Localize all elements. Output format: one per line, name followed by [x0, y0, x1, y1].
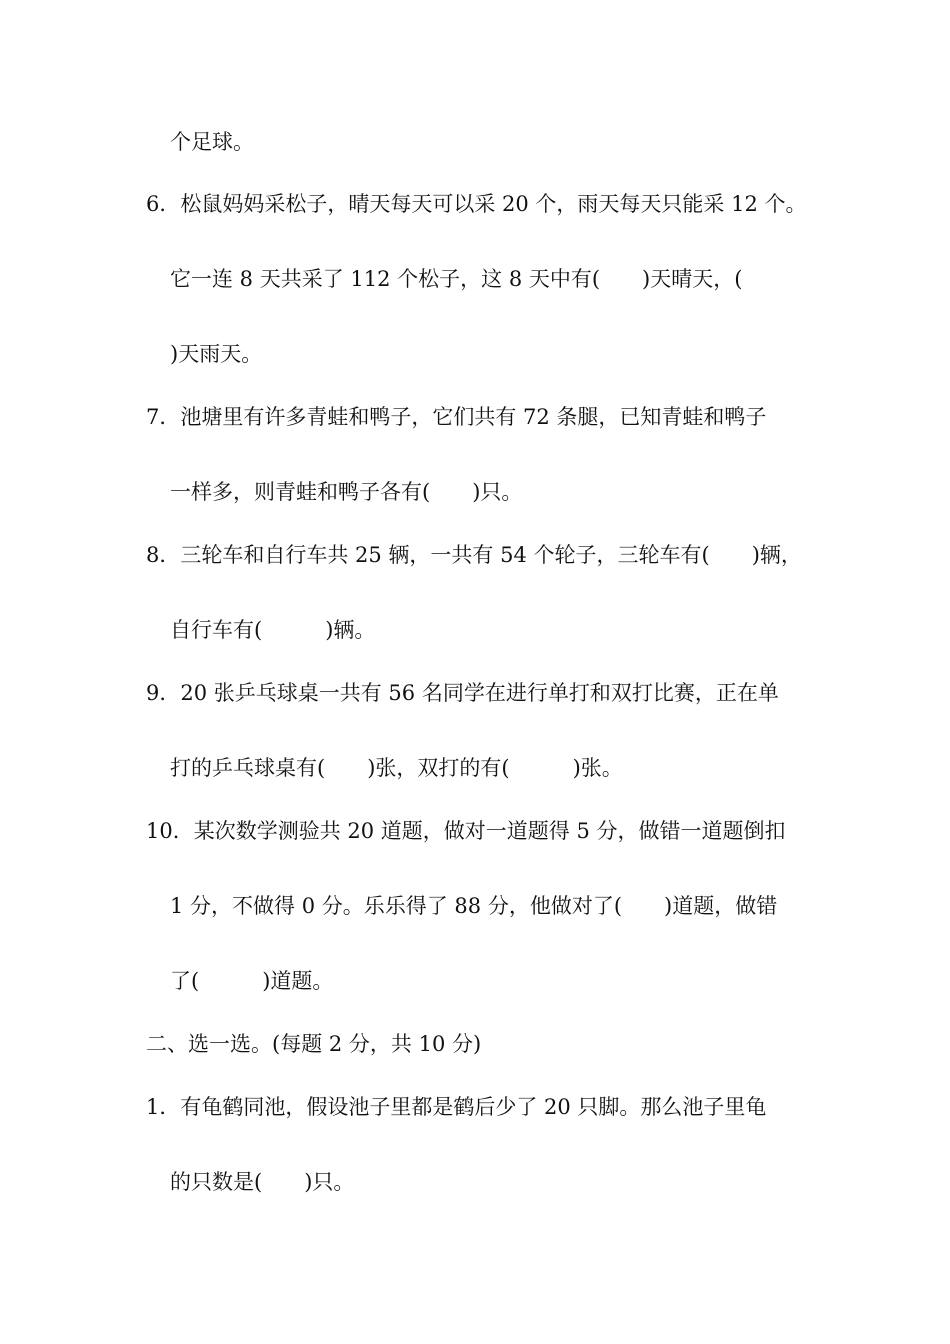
q7-line-1: 7．池塘里有许多青蛙和鸭子，它们共有 72 条腿，已知青蛙和鸭子 — [146, 405, 767, 429]
section-heading: 二、选一选。(每题 2 分，共 10 分) — [146, 1032, 482, 1056]
q9-line-1: 9．20 张乒乓球桌一共有 56 名同学在进行单打和双打比赛，正在单 — [146, 681, 779, 705]
q7-line-2: 一样多，则青蛙和鸭子各有( )只。 — [170, 480, 523, 504]
q10-line-3: 了( )道题。 — [170, 969, 334, 993]
q6-line-2: 它一连 8 天共采了 112 个松子，这 8 天中有( )天晴天，( — [170, 267, 743, 291]
q8-line-2: 自行车有( )辆。 — [170, 618, 376, 642]
choice-q1-line-1: 1．有龟鹤同池，假设池子里都是鹤后少了 20 只脚。那么池子里龟 — [146, 1095, 767, 1119]
q10-line-1: 10．某次数学测验共 20 道题，做对一道题得 5 分，做错一道题倒扣 — [146, 819, 786, 843]
q9-line-2: 打的乒乓球桌有( )张，双打的有( )张。 — [170, 756, 623, 780]
q6-line-1: 6．松鼠妈妈采松子，晴天每天可以采 20 个，雨天每天只能采 12 个。 — [146, 192, 807, 216]
q6-line-3: )天雨天。 — [170, 342, 263, 366]
q10-line-2: 1 分，不做得 0 分。乐乐得了 88 分，他做对了( )道题，做错 — [170, 894, 778, 918]
choice-q1-line-2: 的只数是( )只。 — [170, 1170, 355, 1194]
q8-line-1: 8．三轮车和自行车共 25 辆，一共有 54 个轮子，三轮车有( )辆， — [146, 543, 802, 567]
q5-continuation-line: 个足球。 — [170, 130, 254, 154]
